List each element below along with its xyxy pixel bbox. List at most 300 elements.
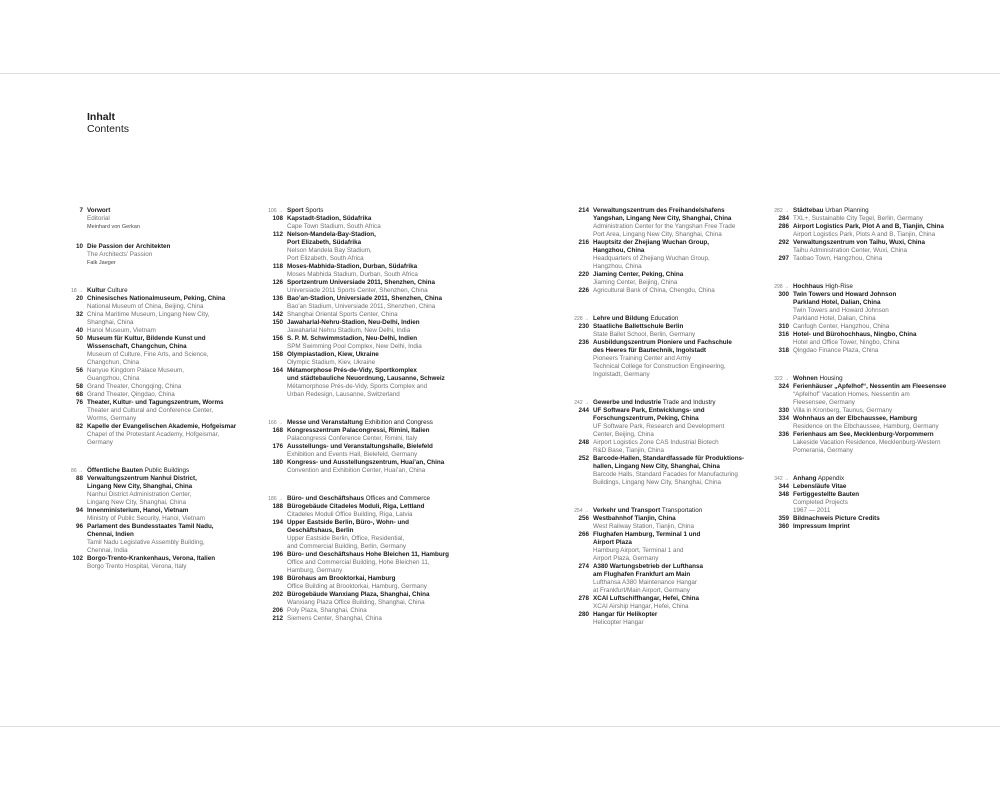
toc-entry[interactable] xyxy=(578,287,803,295)
toc-entry[interactable] xyxy=(272,503,497,519)
toc-entry[interactable] xyxy=(75,295,297,311)
section-title-english: Public Buildings xyxy=(144,467,190,474)
entry-title-english: “Apfelhof” Vacation Homes, Nessentin am xyxy=(793,391,910,398)
entry-page-number: 274 xyxy=(578,563,589,570)
entry-title-english: Airport Logistics Zone CAS Industrial Biotech xyxy=(593,439,719,446)
entry-title-english: Universiade 2011 Sports Center, Shenzhen, China xyxy=(287,287,428,294)
toc-entry[interactable] xyxy=(778,223,1000,239)
entry-title-german: XCAI Luftschiffhangar, Hefei, China xyxy=(593,595,700,602)
entry-title-english: Lufthansa A380 Maintenance Hangar xyxy=(593,579,697,586)
section-heading[interactable] xyxy=(774,207,1000,215)
entry-title-german: Büro- und Geschäftshaus Hohe Bleichen 11, Hamburg xyxy=(287,551,450,558)
toc-entry[interactable] xyxy=(75,399,297,423)
section-heading[interactable] xyxy=(774,475,1000,483)
toc-entry[interactable] xyxy=(272,367,497,399)
toc-entry[interactable] xyxy=(778,415,1000,431)
section-heading[interactable] xyxy=(574,399,803,407)
entry-title-german: Verwaltungszentrum Nanhui District, xyxy=(87,475,197,482)
entry-title-english: Shanghai, China xyxy=(87,319,134,326)
entry-page-number: 20 xyxy=(75,295,83,302)
entry-title-german: Fertiggestellte Bauten xyxy=(793,491,860,498)
toc-entry[interactable] xyxy=(272,263,497,279)
title-english: Contents xyxy=(87,123,130,135)
entry-page-number: 150 xyxy=(272,319,283,326)
toc-entry[interactable] xyxy=(778,347,1000,355)
entry-title-english: Métamorphose Prés-de-Vidy, Sports Complex and xyxy=(287,383,428,390)
toc-section xyxy=(75,243,297,267)
entry-page-number: 252 xyxy=(578,455,589,462)
section-title-english: Education xyxy=(650,315,679,322)
toc-entry[interactable] xyxy=(75,327,297,335)
toc-entry[interactable] xyxy=(75,243,297,267)
entry-title-english: Airport Logistics Park, Plots A and B, Tianjin, China xyxy=(793,231,936,238)
entry-title-german: Parkland Hotel, Dalian, China xyxy=(793,299,881,306)
section-heading[interactable] xyxy=(268,207,497,215)
section-title-english: Offices and Commerce xyxy=(365,495,431,502)
entry-page-number: 330 xyxy=(778,407,789,414)
entry-title-english: Jiaming Center, Beijing, China xyxy=(593,279,678,286)
toc-entry[interactable] xyxy=(272,335,497,351)
toc-section xyxy=(774,283,1000,355)
toc-entry[interactable] xyxy=(578,271,803,287)
entry-title-english: Pioneers Training Center and Army xyxy=(593,355,692,362)
entry-page-number: 198 xyxy=(272,575,283,582)
entry-page-number: 164 xyxy=(272,367,283,374)
toc-section xyxy=(574,399,803,487)
entry-title-english: Citadeles Moduli Office Building, Riga, Latvia xyxy=(287,511,413,518)
entry-title-german: Impressum Imprint xyxy=(793,523,850,530)
entry-title-english: Parkland Hotel, Dalian, China xyxy=(793,315,876,322)
entry-title-german: Kapelle der Evangelischen Akademie, Hofgeismar xyxy=(87,423,237,430)
section-heading[interactable] xyxy=(71,467,297,475)
section-title-german: Messe und Veranstaltung xyxy=(287,419,363,426)
toc-column-2 xyxy=(268,207,497,633)
entry-title-english: Grand Theater, Qingdao, China xyxy=(87,391,175,398)
entry-title-german: Kongress- und Ausstellungszentrum, Huai’an, China xyxy=(287,459,445,466)
section-page-number: 342 → xyxy=(774,476,789,482)
toc-entry[interactable] xyxy=(578,595,803,611)
top-page-edge xyxy=(0,73,1000,74)
entry-title-english: Headquarters of Zhejiang Wuchan Group, xyxy=(593,255,710,262)
entry-author: Meinhard von Gerkan xyxy=(87,224,140,230)
entry-title-english: Upper Eastside Berlin, Office, Residential, xyxy=(287,535,405,542)
entry-page-number: 244 xyxy=(578,407,589,414)
section-page-number: 282 → xyxy=(774,208,789,214)
entry-title-english: Center, Beijing, China xyxy=(593,431,654,438)
toc-section xyxy=(71,287,297,447)
entry-page-number: 76 xyxy=(75,399,83,406)
title-german: Inhalt xyxy=(87,111,115,123)
entry-page-number: 94 xyxy=(75,507,83,514)
entry-page-number: 297 xyxy=(778,255,789,262)
section-title-english: Exhibition and Congress xyxy=(364,419,433,426)
toc-section xyxy=(578,207,803,295)
entry-title-english: Pomerania, Germany xyxy=(793,447,853,454)
entry-title-german: Airport Logistics Park, Plot A and B, Tianjin, China xyxy=(793,223,944,230)
entry-title-english: Nelson Mandela Bay Stadium, xyxy=(287,247,372,254)
entry-page-number: 266 xyxy=(578,531,589,538)
section-page-number: 86 → xyxy=(71,468,83,474)
section-title-english: Sports xyxy=(305,207,324,214)
toc-entry[interactable] xyxy=(75,507,297,523)
entry-title-english: The Architects’ Passion xyxy=(87,251,153,258)
toc-entry[interactable] xyxy=(272,607,497,615)
entry-title-english: Theater and Cultural and Conference Center, xyxy=(87,407,214,414)
entry-title-german: Hangzhou, China xyxy=(593,247,645,254)
toc-section xyxy=(79,207,297,231)
toc-entry[interactable] xyxy=(578,563,803,595)
entry-title-german: Lingang New City, Shanghai, China xyxy=(87,483,193,490)
entry-page-number: 280 xyxy=(578,611,589,618)
entry-page-number: 142 xyxy=(272,311,283,318)
toc-entry[interactable] xyxy=(75,475,297,507)
entry-page-number: 286 xyxy=(778,223,789,230)
entry-title-english: Canfugh Center, Hangzhou, China xyxy=(793,323,890,330)
entry-title-german: Vorwort xyxy=(87,207,111,214)
entry-title-german: Chennai, Indien xyxy=(87,531,134,538)
toc-entry[interactable] xyxy=(75,423,297,447)
entry-title-german: Flughafen Hamburg, Terminal 1 und xyxy=(593,531,701,538)
entry-page-number: 336 xyxy=(778,431,789,438)
entry-title-german: Innenministerium, Hanoi, Vietnam xyxy=(87,507,189,514)
toc-entry[interactable] xyxy=(778,383,1000,407)
entry-page-number: 226 xyxy=(578,287,589,294)
entry-title-english: Siemens Center, Shanghai, China xyxy=(287,615,382,622)
toc-entry[interactable] xyxy=(272,279,497,295)
toc-section xyxy=(268,495,497,623)
entry-page-number: 310 xyxy=(778,323,789,330)
entry-title-english: Grand Theater, Chongqing, China xyxy=(87,383,182,390)
entry-title-german: Métamorphose Prés-de-Vidy, Sportkomplex xyxy=(287,367,417,374)
section-title-german: Hochhaus xyxy=(793,283,824,290)
entry-page-number: 82 xyxy=(75,423,83,430)
toc-entry[interactable] xyxy=(272,231,497,263)
section-title-english: High-Rise xyxy=(825,283,853,290)
entry-page-number: 196 xyxy=(272,551,283,558)
section-heading[interactable] xyxy=(574,507,803,515)
toc-section xyxy=(774,207,1000,263)
toc-entry[interactable] xyxy=(272,215,497,231)
entry-title-english: Tamil Nadu Legislative Assembly Building, xyxy=(87,539,205,546)
entry-author: Falk Jaeger xyxy=(87,260,116,266)
toc-section xyxy=(574,315,803,379)
entry-title-english: State Ballet School, Berlin, Germany xyxy=(593,331,696,338)
entry-page-number: 216 xyxy=(578,239,589,246)
toc-entry[interactable] xyxy=(272,519,497,551)
entry-page-number: 278 xyxy=(578,595,589,602)
section-heading[interactable] xyxy=(71,287,297,295)
toc-entry[interactable] xyxy=(72,555,297,571)
entry-title-english: at Frankfurt/Main Airport, Germany xyxy=(593,587,690,594)
entry-title-german: Jawaharlal-Nehru-Stadion, Neu-Delhi, Indien xyxy=(287,319,420,326)
entry-page-number: 202 xyxy=(272,591,283,598)
toc-entry[interactable] xyxy=(578,611,803,627)
entry-title-english: China Maritime Museum, Lingang New City, xyxy=(87,311,210,318)
toc-entry[interactable] xyxy=(75,367,297,383)
toc-entry[interactable] xyxy=(75,311,297,327)
entry-page-number: 344 xyxy=(778,483,789,490)
toc-entry[interactable] xyxy=(272,443,497,459)
toc-section xyxy=(268,207,497,399)
toc-section xyxy=(268,419,497,475)
toc-entry[interactable] xyxy=(75,383,297,391)
entry-title-german: Westbahnhof Tianjin, China xyxy=(593,515,676,522)
section-title-german: Öffentliche Bauten xyxy=(87,467,143,474)
section-page-number: 166 → xyxy=(268,420,283,426)
entry-title-german: Kongresszentrum Palacongressi, Rimini, Italien xyxy=(287,427,430,434)
toc-entry[interactable] xyxy=(778,255,1000,263)
toc-column-3 xyxy=(574,207,803,637)
entry-title-english: Chapel of the Protestant Academy, Hofgeismar, xyxy=(87,431,220,438)
section-title-german: Lehre und Bildung xyxy=(593,315,649,322)
entry-page-number: 236 xyxy=(578,339,589,346)
toc-entry[interactable] xyxy=(578,407,803,439)
section-heading[interactable] xyxy=(774,283,1000,291)
toc-entry[interactable] xyxy=(75,391,297,399)
entry-title-german: Hangar für Helikopter xyxy=(593,611,658,618)
section-title-english: Urban Planning xyxy=(825,207,869,214)
toc-entry[interactable] xyxy=(778,483,1000,491)
entry-title-english: SPM Swimming Pool Complex, New Delhi, India xyxy=(287,343,422,350)
entry-page-number: 212 xyxy=(272,615,283,622)
toc-section xyxy=(574,507,803,627)
entry-title-english: Technical College for Construction Engineering, xyxy=(593,363,726,370)
section-title-english: Trade and Industry xyxy=(662,399,716,406)
entry-title-german: Ferienhäuser „Apfelhof“, Nessentin am Fleesensee xyxy=(793,383,947,390)
section-title-german: Sport xyxy=(287,207,304,214)
entry-page-number: 180 xyxy=(272,459,283,466)
entry-title-german: Staatliche Ballettschule Berlin xyxy=(593,323,684,330)
toc-entry[interactable] xyxy=(272,311,497,319)
toc-entry[interactable] xyxy=(272,551,497,575)
entry-title-english: West Railway Station, Tianjin, China xyxy=(593,523,695,530)
entry-title-english: National Museum of China, Beijing, China xyxy=(87,303,204,310)
entry-title-english: Port Area, Lingang New City, Shanghai, China xyxy=(593,231,722,238)
entry-page-number: 214 xyxy=(578,207,589,214)
entry-page-number: 284 xyxy=(778,215,789,222)
toc-entry[interactable] xyxy=(778,215,1000,223)
entry-page-number: 156 xyxy=(272,335,283,342)
entry-title-english: Taihu Administration Center, Wuxi, China xyxy=(793,247,907,254)
entry-page-number: 118 xyxy=(272,263,283,270)
entry-title-german: Theater, Kultur- und Tagungszentrum, Worms xyxy=(87,399,224,406)
entry-page-number: 324 xyxy=(778,383,789,390)
toc-entry[interactable] xyxy=(272,295,497,311)
section-page-number: 106 → xyxy=(268,208,283,214)
entry-page-number: 360 xyxy=(778,523,789,530)
entry-title-english: Office and Commercial Building, Hohe Bleichen 11, xyxy=(287,559,430,566)
entry-title-english: Urban Redesign, Lausanne, Switzerland xyxy=(287,391,400,398)
entry-title-german: Upper Eastside Berlin, Büro-, Wohn- und xyxy=(287,519,409,526)
toc-entry[interactable] xyxy=(578,455,803,487)
entry-title-english: Airport Plaza, Germany xyxy=(593,555,659,562)
entry-page-number: 188 xyxy=(272,503,283,510)
entry-title-german: Hotel- und Bürohochhaus, Ningbo, China xyxy=(793,331,917,338)
entry-title-english: Borgo Trento Hospital, Verona, Italy xyxy=(87,563,187,570)
entry-title-english: Ministry of Public Security, Hanoi, Vietnam xyxy=(87,515,206,522)
toc-entry[interactable] xyxy=(778,407,1000,415)
toc-entry[interactable] xyxy=(272,459,497,475)
entry-title-english: TXL+, Sustainable City Tegel, Berlin, Germany xyxy=(793,215,923,222)
entry-title-german: Bürogebäude Citadeles Moduli, Riga, Lettland xyxy=(287,503,425,510)
entry-page-number: 10 xyxy=(75,243,83,250)
entry-title-english: Agricultural Bank of China, Chengdu, China xyxy=(593,287,715,294)
entry-page-number: 96 xyxy=(75,523,83,530)
toc-entry[interactable] xyxy=(778,291,1000,323)
bottom-page-edge xyxy=(0,726,1000,727)
toc-entry[interactable] xyxy=(578,515,803,531)
entry-title-english: Completed Projects xyxy=(793,499,848,506)
toc-column-1 xyxy=(71,207,297,581)
entry-page-number: 50 xyxy=(75,335,83,342)
section-title-english: Appendix xyxy=(817,475,845,482)
entry-title-english: Buildings, Lingang New City, Shanghai, China xyxy=(593,479,721,486)
toc-entry[interactable] xyxy=(778,431,1000,455)
toc-entry[interactable] xyxy=(578,239,803,271)
section-heading[interactable] xyxy=(268,419,497,427)
entry-title-english: Palacongressi Conference Center, Rimini, Italy xyxy=(287,435,418,442)
toc-entry[interactable] xyxy=(272,615,497,623)
entry-title-german: Olympiastadion, Kiew, Ukraine xyxy=(287,351,379,358)
entry-title-english: Nanhui District Administration Center, xyxy=(87,491,192,498)
toc-entry[interactable] xyxy=(272,427,497,443)
entry-title-german: des Heeres für Bautechnik, Ingolstadt xyxy=(593,347,707,354)
entry-page-number: 318 xyxy=(778,347,789,354)
entry-page-number: 248 xyxy=(578,439,589,446)
entry-title-german: Sportzentrum Universiade 2011, Shenzhen, China xyxy=(287,279,436,286)
toc-entry[interactable] xyxy=(578,531,803,563)
toc-entry[interactable] xyxy=(578,323,803,339)
entry-title-english: Residence on the Elbchaussee, Hamburg, Germany xyxy=(793,423,939,430)
toc-entry[interactable] xyxy=(272,575,497,591)
section-heading[interactable] xyxy=(574,315,803,323)
entry-title-german: Borgo-Trento-Krankenhaus, Verona, Italien xyxy=(87,555,216,562)
section-title-english: Transportation xyxy=(661,507,703,514)
section-page-number: 254 → xyxy=(574,508,589,514)
entry-title-english: Lingang New City, Shanghai, China xyxy=(87,499,186,506)
toc-entry[interactable] xyxy=(778,239,1000,255)
entry-title-german: Ausstellungs- und Veranstaltungshalle, Bielefeld xyxy=(287,443,433,450)
entry-page-number: 158 xyxy=(272,351,283,358)
toc-entry[interactable] xyxy=(75,335,297,367)
entry-title-german: Bürohaus am Brooktorkai, Hamburg xyxy=(287,575,396,582)
entry-page-number: 256 xyxy=(578,515,589,522)
toc-section xyxy=(774,475,1000,531)
entry-page-number: 334 xyxy=(778,415,789,422)
entry-page-number: 112 xyxy=(272,231,283,238)
section-title-english: Housing xyxy=(819,375,843,382)
toc-entry[interactable] xyxy=(272,351,497,367)
entry-title-english: Fleesensee, Germany xyxy=(793,399,855,406)
entry-title-german: Nelson-Mandela-Bay-Stadion, xyxy=(287,231,376,238)
entry-title-german: Parlament des Bundesstaates Tamil Nadu, xyxy=(87,523,214,530)
toc-entry[interactable] xyxy=(778,323,1000,331)
entry-title-german: und städtebauliche Neuordnung, Lausanne, Schweiz xyxy=(287,375,445,382)
entry-title-german: Moses-Mabhida-Stadion, Durban, Südafrika xyxy=(287,263,418,270)
entry-title-german: Airport Plaza xyxy=(593,539,632,546)
toc-column-4 xyxy=(774,207,1000,541)
entry-title-german: Verwaltungszentrum von Taihu, Wuxi, China xyxy=(793,239,926,246)
entry-title-english: Wanxiang Plaza Office Building, Shanghai, China xyxy=(287,599,425,606)
entry-title-english: XCAI Airship Hangar, Hefei, China xyxy=(593,603,689,610)
section-page-number: 18 → xyxy=(71,288,83,294)
entry-title-english: Taobao Town, Hangzhou, China xyxy=(793,255,883,262)
entry-title-german: UF Software Park, Entwicklungs- und xyxy=(593,407,705,414)
entry-page-number: 230 xyxy=(578,323,589,330)
section-title-english: Culture xyxy=(107,287,128,294)
entry-page-number: 32 xyxy=(75,311,83,318)
toc-entry[interactable] xyxy=(778,523,1000,531)
entry-page-number: 126 xyxy=(272,279,283,286)
section-page-number: 322 → xyxy=(774,376,789,382)
toc-section xyxy=(71,467,297,571)
entry-title-german: Ferienhaus am See, Mecklenburg-Vorpommern xyxy=(793,431,934,438)
entry-title-german: Bildnachweis Picture Credits xyxy=(793,515,880,522)
entry-title-german: Jiaming Center, Peking, China xyxy=(593,271,684,278)
toc-entry[interactable] xyxy=(778,515,1000,523)
entry-page-number: 194 xyxy=(272,519,283,526)
section-title-german: Städtebau xyxy=(793,207,824,214)
entry-title-english: Moses Mabhida Stadium, Durban, South Africa xyxy=(287,271,418,278)
entry-title-english: Hamburg, Germany xyxy=(287,567,343,574)
section-title-german: Anhang xyxy=(793,475,817,482)
section-heading[interactable] xyxy=(268,495,497,503)
entry-title-english: Germany xyxy=(87,439,113,446)
section-page-number: 186 → xyxy=(268,496,283,502)
section-page-number: 298 → xyxy=(774,284,789,290)
entry-title-english: Museum of Culture, Fine Arts, and Science, xyxy=(87,351,209,358)
section-heading[interactable] xyxy=(774,375,1000,383)
toc-entry[interactable] xyxy=(272,591,497,607)
entry-page-number: 348 xyxy=(778,491,789,498)
entry-page-number: 58 xyxy=(75,383,83,390)
entry-title-german: Forschungszentrum, Peking, China xyxy=(593,415,699,422)
entry-page-number: 292 xyxy=(778,239,789,246)
entry-title-english: Bao’an Stadium, Universiade 2011, Shenzhen, China xyxy=(287,303,436,310)
toc-entry[interactable] xyxy=(578,439,803,455)
entry-title-english: Convention and Exhibition Center, Huai’an, China xyxy=(287,467,426,474)
entry-title-english: Chennai, India xyxy=(87,547,128,554)
entry-title-english: Port Elizabeth, South Africa xyxy=(287,255,364,262)
entry-title-german: Wohnhaus an der Elbchaussee, Hamburg xyxy=(793,415,918,422)
entry-title-english: Hanoi Museum, Vietnam xyxy=(87,327,156,334)
entry-page-number: 56 xyxy=(75,367,83,374)
entry-page-number: 68 xyxy=(75,391,83,398)
entry-title-german: Port Elizabeth, Südafrika xyxy=(287,239,362,246)
entry-title-german: Geschäftshaus, Berlin xyxy=(287,527,354,534)
toc-entry[interactable] xyxy=(778,331,1000,347)
entry-title-english: Guangzhou, China xyxy=(87,375,140,382)
toc-entry[interactable] xyxy=(578,207,803,239)
toc-entry[interactable] xyxy=(79,207,297,231)
section-title-german: Wohnen xyxy=(793,375,818,382)
toc-entry[interactable] xyxy=(272,319,497,335)
entry-title-english: R&D Base, Tianjin, China xyxy=(593,447,665,454)
entry-title-german: Yangshan, Lingang New City, Shanghai, China xyxy=(593,215,732,222)
entry-title-english: and Commercial Building, Berlin, Germany xyxy=(287,543,406,550)
entry-page-number: 102 xyxy=(72,555,83,562)
entry-title-german: Hauptsitz der Zhejiang Wuchan Group, xyxy=(593,239,710,246)
entry-title-english: Jawaharlal Nehru Stadium, New Delhi, India xyxy=(287,327,411,334)
toc-entry[interactable] xyxy=(578,339,803,379)
entry-title-english: Twin Towers and Howard Johnson xyxy=(793,307,889,314)
toc-entry[interactable] xyxy=(75,523,297,555)
toc-entry[interactable] xyxy=(778,491,1000,515)
entry-title-english: Worms, Germany xyxy=(87,415,137,422)
entry-title-english: Ingolstadt, Germany xyxy=(593,371,650,378)
entry-page-number: 7 xyxy=(79,207,83,214)
entry-title-german: Verwaltungszentrum des Freihandelshafens xyxy=(593,207,725,214)
